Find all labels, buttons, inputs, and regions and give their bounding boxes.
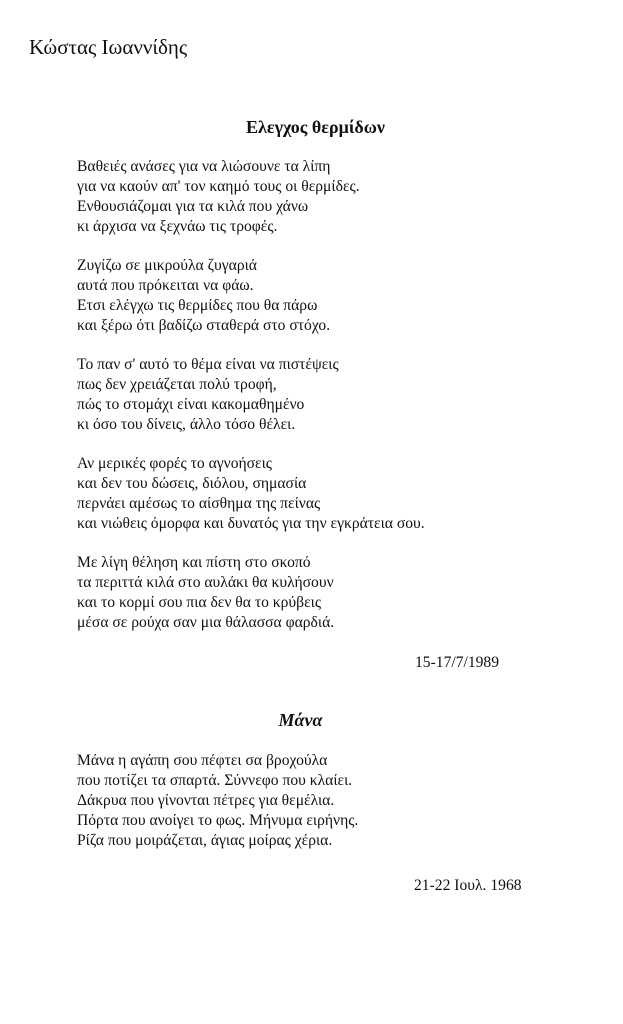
- poem-title-mother: Μάνα: [278, 710, 323, 730]
- poem-line: περνάει αμέσως το αίσθημα της πείνας: [77, 495, 321, 512]
- poem-date-calorie-control: 15-17/7/1989: [415, 654, 500, 671]
- poem-line: πως δεν χρειάζεται πολύ τροφή,: [77, 376, 277, 393]
- poem-line: και νιώθεις όμορφα και δυνατός για την εγκράτεια σου.: [77, 515, 425, 532]
- stanza: [77, 157, 597, 237]
- stanza: [77, 256, 597, 336]
- stanza: [77, 553, 597, 633]
- stanza: [77, 454, 597, 534]
- author-name: Κώστας Ιωαννίδης: [29, 35, 188, 59]
- poem-line: και ξέρω ότι βαδίζω σταθερά στο στόχο.: [77, 317, 331, 334]
- poem-body-calorie-control: [77, 157, 597, 652]
- poem-line: Δάκρυα που γίνονται πέτρες για θεμέλια.: [77, 792, 335, 809]
- poem-line: για να καούν απ' τον καημό τους οι θερμίδες.: [77, 178, 360, 195]
- poem-line: και δεν του δώσεις, διόλου, σημασία: [77, 475, 307, 492]
- stanza: [77, 751, 597, 851]
- poem-line: Ετσι ελέγχω τις θερμίδες που θα πάρω: [77, 297, 318, 314]
- poem-line: Το παν σ' αυτό το θέμα είναι να πιστέψεις: [77, 356, 339, 373]
- poem-line: κι όσο του δίνεις, άλλο τόσο θέλει.: [77, 416, 296, 433]
- poem-line: πώς το στομάχι είναι κακομαθημένο: [77, 396, 305, 413]
- poem-line: τα περιττά κιλά στο αυλάκι θα κυλήσουν: [77, 574, 334, 591]
- poem-line: Μάνα η αγάπη σου πέφτει σα βροχούλα: [77, 752, 328, 769]
- poem-line: Ενθουσιάζομαι για τα κιλά που χάνω: [77, 198, 309, 215]
- poem-line: Με λίγη θέληση και πίστη στο σκοπό: [77, 554, 311, 571]
- poem-line: κι άρχισα να ξεχνάω τις τροφές.: [77, 218, 278, 235]
- poem-line: αυτά που πρόκειται να φάω.: [77, 277, 254, 294]
- poem-title-calorie-control: Ελεγχος θερμίδων: [246, 117, 385, 137]
- poem-line: μέσα σε ρούχα σαν μια θάλασσα φαρδιά.: [77, 614, 335, 631]
- stanza: [77, 355, 597, 435]
- poem-line: που ποτίζει τα σπαρτά. Σύννεφο που κλαίει.: [77, 772, 353, 789]
- poem-line: Βαθειές ανάσες για να λιώσουνε τα λίπη: [77, 158, 331, 175]
- poem-line: Πόρτα που ανοίγει το φως. Μήνυμα ειρήνης.: [77, 812, 359, 829]
- poem-line: και το κορμί σου πια δεν θα το κρύβεις: [77, 594, 322, 611]
- poem-line: Αν μερικές φορές το αγνοήσεις: [77, 455, 272, 472]
- poem-date-mother: 21-22 Ιουλ. 1968: [414, 877, 522, 894]
- poem-body-mother: [77, 751, 597, 870]
- poem-line: Ζυγίζω σε μικρούλα ζυγαριά: [77, 257, 257, 274]
- poem-line: Ρίζα που μοιράζεται, άγιας μοίρας χέρια.: [77, 832, 333, 849]
